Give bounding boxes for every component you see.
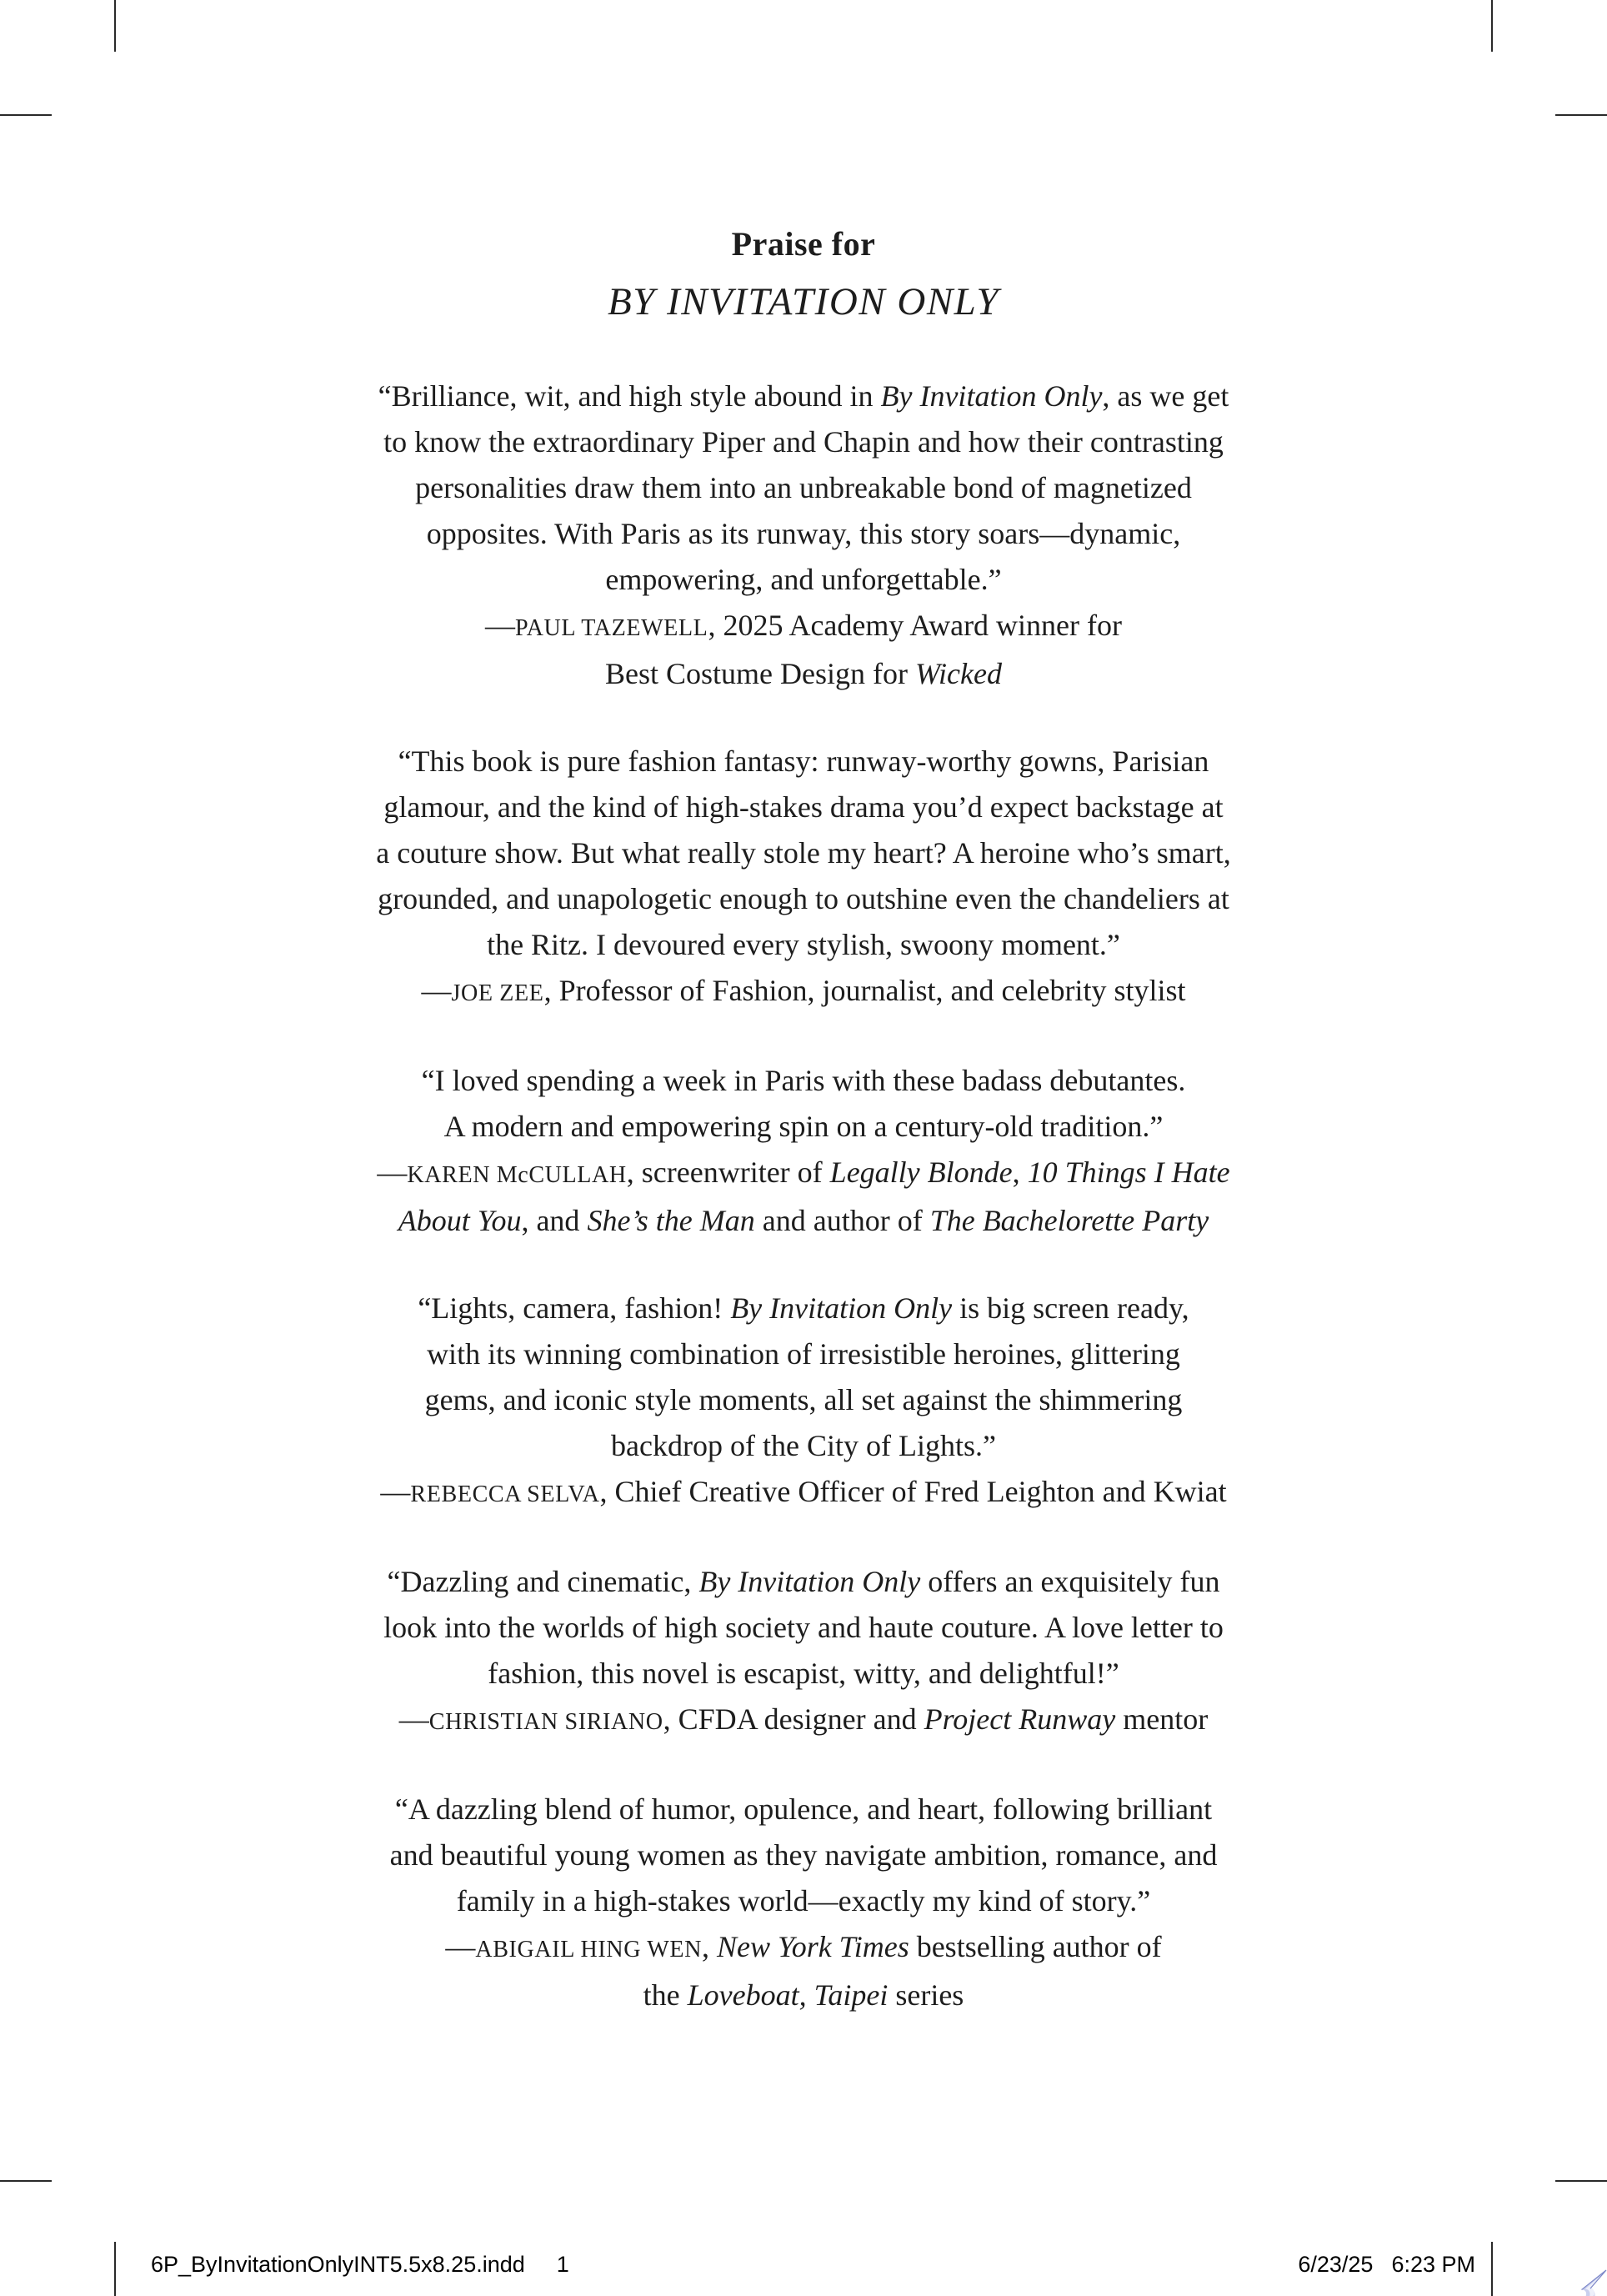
crop-mark-bottom-right-vertical — [1491, 2242, 1493, 2296]
italic-title-text: New York Times — [716, 1930, 909, 1963]
blurb-line — [0, 1331, 1607, 1377]
blurb-line — [0, 1832, 1607, 1878]
blurb-text: , and — [521, 1204, 588, 1237]
blurb-text: and author of — [754, 1204, 930, 1237]
blurb-line — [0, 373, 1607, 419]
blurb-line — [0, 739, 1607, 785]
blurb-text: , as we get — [1102, 379, 1229, 413]
italic-title-text: Loveboat, Taipei — [687, 1978, 889, 2012]
footer-time: 6:23 PM — [1391, 2252, 1475, 2277]
blurb-line — [0, 1150, 1607, 1198]
blurb-text: with its winning combination of irresistible heroines, glittering — [427, 1337, 1180, 1371]
italic-title-text: Legally Blonde — [829, 1156, 1013, 1189]
blurb-text: the — [643, 1978, 688, 2012]
cursor-artifact-edge — [1582, 2270, 1607, 2290]
blurb-line — [0, 1469, 1607, 1517]
blurb-text: gems, and iconic style moments, all set against the shimmering — [424, 1383, 1183, 1416]
blurb-text: series — [888, 1978, 964, 2012]
blurb-text: Best Costume Design for — [605, 657, 916, 690]
blurb-text: “I loved spending a week in Paris with these badass debutantes. — [421, 1064, 1186, 1097]
blurb-text: the Ritz. I devoured every stylish, swoony moment.” — [487, 928, 1120, 961]
blurb — [0, 1286, 1607, 1517]
slug-left — [151, 2251, 569, 2278]
blurb-line — [0, 1058, 1607, 1104]
blurb-line — [0, 1787, 1607, 1832]
blurb-text: — — [445, 1930, 476, 1963]
blurb-attribution-name: KAREN McCULLAH — [407, 1162, 627, 1188]
blurb-text: “This book is pure fashion fantasy: runway-worthy gowns, Parisian — [398, 744, 1209, 778]
blurb-text: — — [421, 974, 452, 1007]
blurb — [0, 1058, 1607, 1244]
blurb-text: bestselling author of — [909, 1930, 1162, 1963]
blurb-text: grounded, and unapologetic enough to outshine even the chandeliers at — [378, 882, 1229, 915]
blurb-line — [0, 1973, 1607, 2018]
blurb-text: look into the worlds of high society and haute couture. A love letter to — [383, 1611, 1224, 1644]
blurb — [0, 1787, 1607, 2018]
blurb-attribution-name: JOE ZEE — [451, 980, 544, 1006]
blurb-text: glamour, and the kind of high-stakes drama you’d expect backstage at — [383, 790, 1224, 824]
italic-title-text: She’s the Man — [587, 1204, 755, 1237]
blurb-line — [0, 511, 1607, 557]
blurb-line — [0, 1878, 1607, 1924]
blurb-line — [0, 922, 1607, 968]
blurb-line — [0, 1651, 1607, 1697]
blurb-line — [0, 1559, 1607, 1605]
blurb — [0, 739, 1607, 1016]
footer-page-number: 1 — [556, 2252, 569, 2277]
blurb-text: — — [377, 1156, 408, 1189]
blurb-text: and beautiful young women as they navigate ambition, romance, and — [389, 1838, 1218, 1872]
blurb-line — [0, 419, 1607, 465]
blurb-text: fashion, this novel is escapist, witty, and delightful!” — [488, 1657, 1119, 1690]
blurb-line — [0, 1377, 1607, 1423]
blurb-line — [0, 968, 1607, 1016]
italic-title-text: By Invitation Only — [698, 1565, 921, 1598]
blurb-text: offers an exquisitely fun — [920, 1565, 1220, 1598]
book-title: BY INVITATION ONLY — [607, 280, 1000, 323]
blurb-line — [0, 557, 1607, 603]
italic-title-text: Wicked — [915, 657, 1002, 690]
blurb-text: mentor — [1115, 1702, 1209, 1736]
italic-title-text: About You — [398, 1204, 522, 1237]
blurb-line — [0, 603, 1607, 651]
crop-mark-bottom-left-vertical — [114, 2242, 116, 2296]
blurb-text: opposites. With Paris as its runway, this story soars—dynamic, — [426, 517, 1181, 550]
blurb-line — [0, 1924, 1607, 1973]
blurb-line — [0, 1423, 1607, 1469]
blurb-text: “Dazzling and cinematic, — [387, 1565, 699, 1598]
blurb-line — [0, 1104, 1607, 1150]
blurb-text: , — [1012, 1156, 1028, 1189]
footer-filename: 6P_ByInvitationOnlyINT5.5x8.25.indd — [151, 2252, 525, 2277]
blurb-line — [0, 1198, 1607, 1244]
praise-heading: Praise for — [731, 225, 876, 263]
italic-title-text: 10 Things I Hate — [1027, 1156, 1230, 1189]
blurb-text: — — [398, 1702, 429, 1736]
blurb-line — [0, 1286, 1607, 1331]
footer-date: 6/23/25 — [1298, 2252, 1374, 2277]
blurb-text: , Chief Creative Officer of Fred Leighton and Kwiat — [599, 1475, 1227, 1508]
blurb — [0, 1559, 1607, 1745]
blurb-text: empowering, and unforgettable.” — [605, 563, 1002, 596]
italic-title-text: By Invitation Only — [730, 1291, 953, 1325]
blurb-text: , 2025 Academy Award winner for — [708, 609, 1123, 642]
blurb-attribution-name: ABIGAIL HING WEN — [475, 1937, 702, 1963]
blurb-text: , screenwriter of — [626, 1156, 830, 1189]
blurb-text: A modern and empowering spin on a century-old tradition.” — [443, 1110, 1164, 1143]
blurb-text: “A dazzling blend of humor, opulence, and heart, following brilliant — [394, 1792, 1213, 1826]
blurb-line — [0, 651, 1607, 697]
blurb-text: backdrop of the City of Lights.” — [611, 1429, 996, 1462]
blurb-line — [0, 785, 1607, 830]
slug-right — [1298, 2251, 1475, 2278]
blurb-text: , — [701, 1930, 717, 1963]
blurb-list — [0, 373, 1607, 2018]
blurb-attribution-name: PAUL TAZEWELL — [514, 615, 708, 641]
blurb-text: “Lights, camera, fashion! — [418, 1291, 731, 1325]
blurb-text: personalities draw them into an unbreakable bond of magnetized — [415, 471, 1192, 504]
italic-title-text: Project Runway — [924, 1702, 1116, 1736]
blurb-text: a couture show. But what really stole my heart? A heroine who’s smart, — [376, 836, 1231, 870]
blurb-line — [0, 1605, 1607, 1651]
crop-mark-bottom-right-horizontal — [1555, 2180, 1607, 2182]
blurb-text: to know the extraordinary Piper and Chapin and how their contrasting — [383, 425, 1224, 459]
blurb-line — [0, 465, 1607, 511]
blurb-line — [0, 876, 1607, 922]
blurb-text: — — [380, 1475, 411, 1508]
crop-mark-bottom-left-horizontal — [0, 2180, 52, 2182]
blurb-text: is big screen ready, — [952, 1291, 1189, 1325]
blurb-attribution-name: CHRISTIAN SIRIANO — [428, 1709, 663, 1735]
blurb — [0, 373, 1607, 697]
italic-title-text: The Bachelorette Party — [929, 1204, 1209, 1237]
blurb-text: , CFDA designer and — [663, 1702, 924, 1736]
blurb-text: “Brilliance, wit, and high style abound in — [378, 379, 881, 413]
italic-title-text: By Invitation Only — [880, 379, 1103, 413]
blurb-text: , Professor of Fashion, journalist, and celebrity stylist — [543, 974, 1186, 1007]
blurb-line — [0, 1697, 1607, 1745]
blurb-attribution-name: REBECCA SELVA — [410, 1481, 600, 1507]
cursor-artifact-icon — [1578, 2269, 1607, 2296]
blurb-line — [0, 830, 1607, 876]
blurb-text: — — [484, 609, 515, 642]
blurb-text: family in a high-stakes world—exactly my kind of story.” — [456, 1884, 1151, 1918]
